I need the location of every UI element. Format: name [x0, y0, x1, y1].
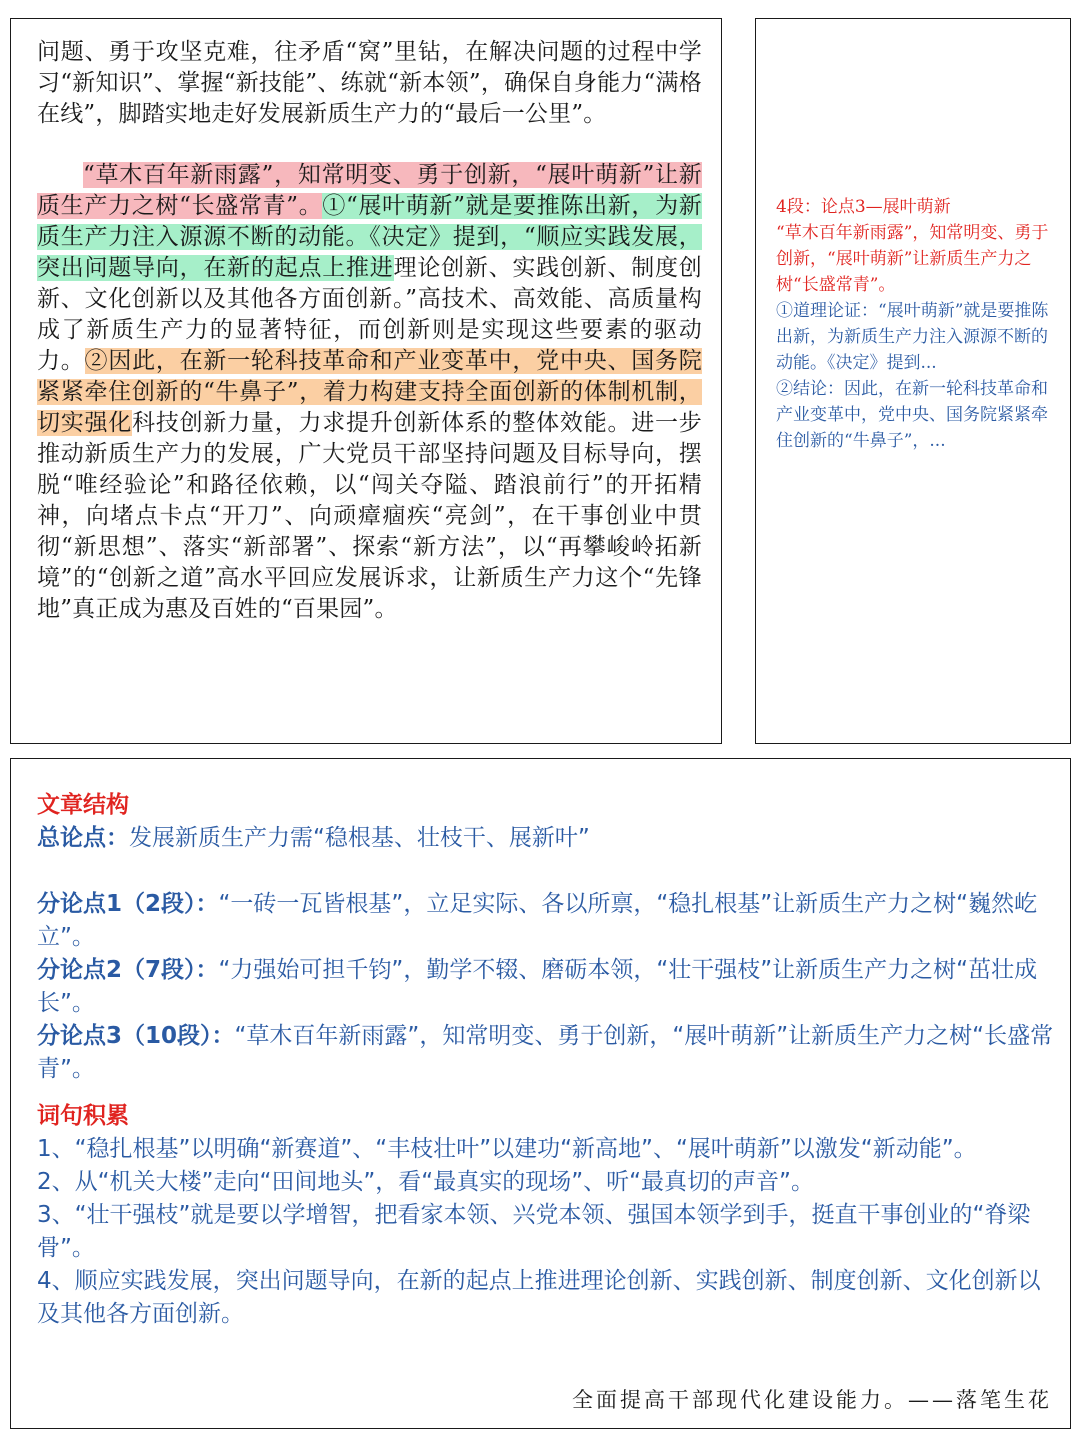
- annotation-text: [776, 194, 1058, 454]
- sub-point-label: 分论点2（7段）：: [37, 957, 219, 983]
- sub-point-3: [37, 1020, 1055, 1086]
- highlight-thesis: “草木百年新雨露”，知常明变、勇于创新，“展叶萌新”让新质生产力之树“长盛常青”。: [37, 162, 702, 219]
- annotation-point-2: ②结论：因此，在新一轮科技革命和产业变革中，党中央、国务院紧紧牵住创新的“牛鼻子”，...: [776, 379, 1048, 451]
- sub-point-text: “草木百年新雨露”，知常明变、勇于创新，“展叶萌新”让新质生产力之树“长盛常青”。: [37, 1023, 1054, 1082]
- main-thesis: [37, 822, 1055, 855]
- main-thesis-text: 发展新质生产力需“稳根基、壮枝干、展新叶”: [129, 825, 590, 851]
- structure-heading: 文章结构: [37, 792, 129, 818]
- highlight-conclusion: ②因此，在新一轮科技革命和产业变革中，党中央、国务院紧紧牵住创新的“牛鼻子”，着力构建支持全面创新的体制机制，切实强化: [37, 348, 702, 436]
- essay-paragraph-2: [37, 160, 702, 625]
- essay-text: [37, 37, 702, 625]
- summary-text: [37, 789, 1055, 1331]
- summary-panel: [10, 758, 1071, 1429]
- phrases-heading: 词句积累: [37, 1103, 129, 1129]
- footer-signature: 全面提高干部现代化建设能力。——落笔生花: [572, 1388, 1052, 1412]
- essay-panel: [10, 18, 722, 744]
- sub-point-label: 分论点1（2段）：: [37, 891, 219, 917]
- essay-text-segment: 理论创新、实践创新、制度创新、文化创新以及其他各方面创新。”高技术、高效能、高质量构成了新质生产力的显著特征，而创新则是实现这些要素的驱动力。: [37, 255, 703, 374]
- sub-point-text: “一砖一瓦皆根基”，立足实际、各以所禀，“稳扎根基”让新质生产力之树“巍然屹立”。: [37, 891, 1038, 950]
- sub-point-label: 分论点3（10段）：: [37, 1023, 235, 1049]
- annotation-thesis: “草木百年新雨露”，知常明变、勇于创新，“展叶萌新”让新质生产力之树“长盛常青”。: [776, 223, 1049, 295]
- annotation-title: 4段：论点3—展叶萌新: [776, 197, 951, 217]
- main-thesis-label: 总论点：: [37, 825, 129, 851]
- sub-point-1: [37, 888, 1055, 954]
- phrase-item: 1、“稳扎根基”以明确“新赛道”、“丰枝壮叶”以建功“新高地”、“展叶萌新”以激发“新动能”。: [37, 1136, 977, 1162]
- phrase-item: 2、从“机关大楼”走向“田间地头”，看“最真实的现场”、听“最真切的声音”。: [37, 1169, 814, 1195]
- essay-paragraph-1: 问题、勇于攻坚克难，往矛盾“窝”里钻，在解决问题的过程中学习“新知识”、掌握“新技能”、练就“新本领”，确保自身能力“满格在线”，脚踏实地走好发展新质生产力的“最后一公里”。: [37, 39, 702, 127]
- phrase-item: 3、“壮干强枝”就是要以学增智，把看家本领、兴党本领、强国本领学到手，挺直干事创业的“脊梁骨”。: [37, 1202, 1031, 1261]
- annotation-panel: [755, 18, 1071, 744]
- highlight-argument: ①“展叶萌新”就是要推陈出新，为新质生产力注入源源不断的动能。《决定》提到，“顺应实践发展，突出问题导向，在新的起点上推进: [37, 193, 702, 281]
- sub-point-2: [37, 954, 1055, 1020]
- annotation-point-1: ①道理论证：“展叶萌新”就是要推陈出新，为新质生产力注入源源不断的动能。《决定》提到...: [776, 301, 1049, 373]
- sub-point-text: “力强始可担千钧”，勤学不辍、磨砺本领，“壮干强枝”让新质生产力之树“茁壮成长”。: [37, 957, 1038, 1016]
- phrase-item: 4、顺应实践发展，突出问题导向，在新的起点上推进理论创新、实践创新、制度创新、文化创新以及其他各方面创新。: [37, 1268, 1041, 1327]
- essay-text-segment: 科技创新力量，力求提升创新体系的整体效能。进一步推动新质生产力的发展，广大党员干部坚持问题及目标导向，摆脱“唯经验论”和路径依赖，以“闯关夺隘、踏浪前行”的开拓精神，向堵点卡点“开刀”、向顽瘴痼疾“亮剑”，在干事创业中贯彻“新思想”、落实“新部署”、探索“新方法”，以“再攀峻岭拓新境”的“创新之道”高水平回应发展诉求，让新质生产力这个“先锋地”真正成为惠及百姓的“百果园”。: [37, 410, 702, 622]
